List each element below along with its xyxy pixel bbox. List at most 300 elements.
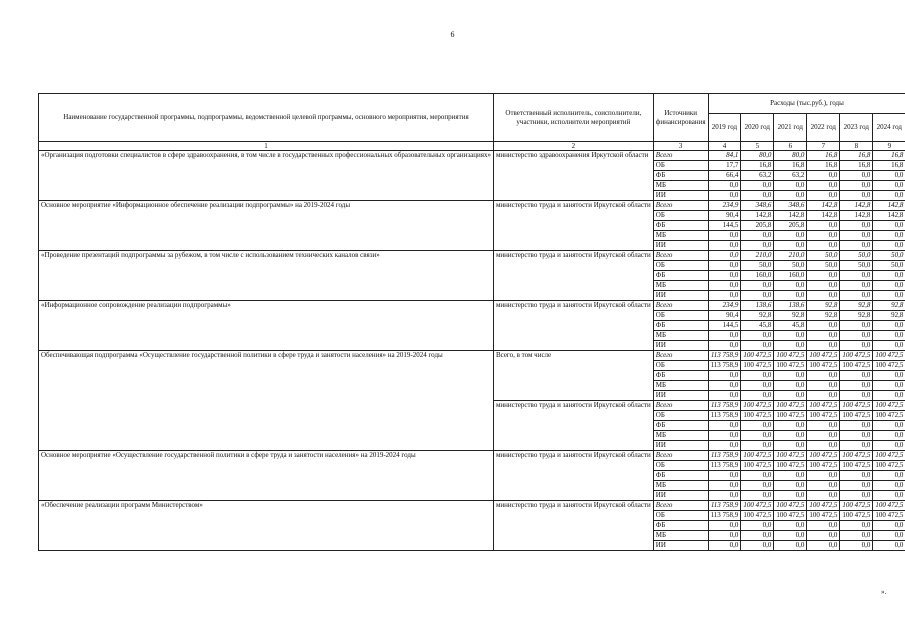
expense-value: 144,5: [708, 221, 741, 231]
expense-value: 0,0: [807, 531, 840, 541]
funding-source: ОБ: [653, 261, 708, 271]
funding-source: МБ: [653, 281, 708, 291]
expense-value: 100 472,5: [840, 511, 873, 521]
expense-value: 100 472,5: [873, 511, 905, 521]
expense-value: 0,0: [708, 391, 741, 401]
column-number: 1: [39, 142, 494, 151]
expense-value: 0,0: [708, 181, 741, 191]
expense-value: 45,8: [774, 321, 807, 331]
expense-value: 0,0: [840, 471, 873, 481]
table-row: [39, 251, 905, 261]
program-description: «Обеспечение реализации программ Министерством»: [39, 501, 494, 551]
expense-value: 113 758,9: [708, 361, 741, 371]
expense-value: 0,0: [807, 321, 840, 331]
expense-value: 50,0: [840, 251, 873, 261]
expense-value: 0,0: [873, 221, 905, 231]
column-number: 4: [708, 142, 741, 151]
expense-value: 0,0: [741, 181, 774, 191]
expense-value: 0,0: [807, 331, 840, 341]
expense-value: 0,0: [807, 421, 840, 431]
expense-value: 50,0: [873, 261, 905, 271]
expense-value: 92,8: [873, 301, 905, 311]
expense-value: 0,0: [708, 241, 741, 251]
expense-value: 0,0: [873, 231, 905, 241]
expense-value: 45,8: [741, 321, 774, 331]
funding-source: ОБ: [653, 511, 708, 521]
expense-value: 0,0: [807, 491, 840, 501]
expense-value: 100 472,5: [741, 501, 774, 511]
expense-value: 0,0: [840, 281, 873, 291]
expense-value: 113 758,9: [708, 461, 741, 471]
expense-value: 0,0: [741, 281, 774, 291]
expense-value: 100 472,5: [774, 401, 807, 411]
expense-value: 63,2: [741, 171, 774, 181]
expense-value: 142,8: [873, 201, 905, 211]
expense-value: 100 472,5: [807, 501, 840, 511]
expense-value: 0,0: [807, 441, 840, 451]
program-description: Обеспечивающая подпрограмма «Осуществление государственной политики в сфере труда и занятости населения» на 2019-2024 годы: [39, 351, 494, 451]
expense-value: 0,0: [840, 321, 873, 331]
expense-value: 0,0: [840, 271, 873, 281]
expense-value: 92,8: [774, 311, 807, 321]
funding-source: МБ: [653, 231, 708, 241]
expense-value: 0,0: [840, 381, 873, 391]
expense-value: 0,0: [741, 491, 774, 501]
expense-value: 0,0: [840, 291, 873, 301]
expense-value: 234,9: [708, 201, 741, 211]
expense-value: 0,0: [840, 221, 873, 231]
responsible-executor: министерство труда и занятости Иркутской области: [493, 201, 653, 251]
expense-value: 17,7: [708, 161, 741, 171]
expense-value: 50,0: [741, 261, 774, 271]
expense-value: 138,6: [774, 301, 807, 311]
expense-value: 100 472,5: [807, 361, 840, 371]
header-year: 2023 год: [840, 114, 873, 142]
expense-value: 0,0: [873, 421, 905, 431]
program-description: Основное мероприятие «Осуществление государственной политики в сфере труда и занятости населения» на 2019-2024 годы: [39, 451, 494, 501]
expense-value: 0,0: [774, 541, 807, 551]
expense-value: 0,0: [807, 471, 840, 481]
expense-value: 0,0: [873, 181, 905, 191]
expense-value: 100 472,5: [840, 401, 873, 411]
header-year: 2024 год: [873, 114, 905, 142]
expense-value: 205,8: [774, 221, 807, 231]
expense-value: 113 758,9: [708, 501, 741, 511]
program-description: «Организация подготовки специалистов в сфере здравоохранения, в том числе в государственных профессиональных образовательных организациях»: [39, 151, 494, 201]
header-expenses: Расходы (тыс.руб.), годы: [708, 94, 905, 114]
expense-value: 142,8: [873, 211, 905, 221]
expense-value: 80,0: [741, 151, 774, 161]
funding-source: Всего: [653, 501, 708, 511]
expense-value: 0,0: [807, 221, 840, 231]
expense-value: 16,8: [807, 151, 840, 161]
funding-source: МБ: [653, 481, 708, 491]
expense-value: 0,0: [873, 541, 905, 551]
program-description: «Проведение презентаций подпрограммы за рубежом, в том числе с использованием технических каналов связи»: [39, 251, 494, 301]
funding-source: Всего: [653, 451, 708, 461]
expense-value: 0,0: [873, 371, 905, 381]
expense-value: 92,8: [840, 311, 873, 321]
expense-value: 113 758,9: [708, 451, 741, 461]
expense-value: 16,8: [873, 161, 905, 171]
expense-value: 16,8: [807, 161, 840, 171]
expense-value: 138,6: [741, 301, 774, 311]
expense-value: 205,8: [741, 221, 774, 231]
expense-value: 0,0: [840, 481, 873, 491]
expense-value: 16,8: [873, 151, 905, 161]
expense-value: 0,0: [741, 431, 774, 441]
funding-source: МБ: [653, 381, 708, 391]
expense-value: 0,0: [873, 341, 905, 351]
expense-value: 92,8: [873, 311, 905, 321]
funding-source: ОБ: [653, 211, 708, 221]
funding-source: ФБ: [653, 171, 708, 181]
expense-value: 0,0: [741, 531, 774, 541]
header-description: Наименование государственной программы, подпрограммы, ведомственной целевой программы, основного мероприятия, мероприятия: [39, 94, 494, 142]
expense-value: 142,8: [741, 211, 774, 221]
table-row: [39, 451, 905, 461]
expense-value: 90,4: [708, 211, 741, 221]
expense-value: 100 472,5: [741, 401, 774, 411]
expense-value: 0,0: [873, 381, 905, 391]
expense-value: 80,0: [774, 151, 807, 161]
expense-value: 0,0: [741, 541, 774, 551]
funding-source: ИИ: [653, 341, 708, 351]
page-number: 6: [450, 30, 455, 39]
expense-value: 0,0: [708, 271, 741, 281]
table-body: [39, 151, 905, 551]
expense-value: 0,0: [708, 191, 741, 201]
expense-value: 50,0: [807, 261, 840, 271]
expense-value: 0,0: [840, 431, 873, 441]
expense-value: 0,0: [708, 531, 741, 541]
column-number: 6: [774, 142, 807, 151]
header-year: 2019 год: [708, 114, 741, 142]
responsible-executor: министерство труда и занятости Иркутской области: [493, 301, 653, 351]
expense-value: 100 472,5: [873, 401, 905, 411]
funding-source: Всего: [653, 201, 708, 211]
expense-value: 0,0: [708, 291, 741, 301]
funding-source: МБ: [653, 181, 708, 191]
expense-value: 50,0: [873, 251, 905, 261]
expense-value: 0,0: [873, 321, 905, 331]
expense-value: 0,0: [873, 521, 905, 531]
column-number-row: [39, 142, 905, 151]
expense-value: 0,0: [840, 541, 873, 551]
expense-value: 16,8: [840, 161, 873, 171]
expense-value: 0,0: [708, 251, 741, 261]
funding-source: МБ: [653, 431, 708, 441]
expense-value: 0,0: [774, 291, 807, 301]
expense-value: 0,0: [807, 231, 840, 241]
expense-value: 100 472,5: [774, 461, 807, 471]
expense-value: 0,0: [807, 241, 840, 251]
expense-value: 210,0: [774, 251, 807, 261]
expense-value: 100 472,5: [774, 511, 807, 521]
expense-value: 0,0: [774, 481, 807, 491]
column-number: 3: [653, 142, 708, 151]
funding-source: ФБ: [653, 221, 708, 231]
responsible-executor: министерство труда и занятости Иркутской области: [493, 501, 653, 551]
expense-value: 0,0: [774, 231, 807, 241]
expense-value: 0,0: [807, 521, 840, 531]
expense-value: 0,0: [708, 431, 741, 441]
expense-value: 113 758,9: [708, 511, 741, 521]
column-number: 2: [493, 142, 653, 151]
expense-value: 16,8: [840, 151, 873, 161]
expense-value: 0,0: [840, 171, 873, 181]
expense-value: 0,0: [807, 171, 840, 181]
expense-value: 0,0: [708, 471, 741, 481]
expense-value: 0,0: [840, 191, 873, 201]
expense-value: 0,0: [708, 421, 741, 431]
expense-value: 100 472,5: [840, 361, 873, 371]
funding-source: МБ: [653, 331, 708, 341]
header-year: 2021 год: [774, 114, 807, 142]
expense-value: 0,0: [708, 231, 741, 241]
expense-value: 0,0: [774, 371, 807, 381]
expense-value: 100 472,5: [873, 451, 905, 461]
funding-source: ФБ: [653, 271, 708, 281]
expense-value: 100 472,5: [774, 451, 807, 461]
expense-value: 0,0: [807, 371, 840, 381]
expense-value: 348,6: [741, 201, 774, 211]
expense-value: 100 472,5: [807, 511, 840, 521]
expense-value: 100 472,5: [774, 361, 807, 371]
expense-value: 0,0: [807, 281, 840, 291]
funding-source: ФБ: [653, 421, 708, 431]
expense-value: 348,6: [774, 201, 807, 211]
expense-value: 0,0: [774, 281, 807, 291]
funding-source: ОБ: [653, 411, 708, 421]
expense-value: 0,0: [708, 331, 741, 341]
expense-value: 100 472,5: [807, 401, 840, 411]
expense-value: 0,0: [807, 271, 840, 281]
expense-value: 100 472,5: [774, 501, 807, 511]
expense-value: 100 472,5: [873, 361, 905, 371]
header-source: Источники финансирования: [653, 94, 708, 142]
expense-value: 50,0: [774, 261, 807, 271]
funding-source: ИИ: [653, 191, 708, 201]
expense-value: 0,0: [741, 191, 774, 201]
expense-value: 100 472,5: [774, 351, 807, 361]
expense-value: 0,0: [873, 391, 905, 401]
expense-value: 0,0: [741, 481, 774, 491]
expense-value: 100 472,5: [873, 501, 905, 511]
expense-value: 100 472,5: [873, 411, 905, 421]
expense-value: 92,8: [741, 311, 774, 321]
funding-source: ФБ: [653, 521, 708, 531]
expense-value: 0,0: [741, 391, 774, 401]
expense-value: 0,0: [807, 391, 840, 401]
expense-value: 142,8: [807, 201, 840, 211]
expense-value: 100 472,5: [873, 461, 905, 471]
expense-value: 0,0: [873, 191, 905, 201]
expense-value: 0,0: [840, 391, 873, 401]
expense-value: 100 472,5: [840, 461, 873, 471]
expense-value: 0,0: [840, 331, 873, 341]
expense-value: 0,0: [741, 521, 774, 531]
expense-value: 0,0: [741, 421, 774, 431]
expense-value: 0,0: [774, 531, 807, 541]
responsible-executor: министерство труда и занятости Иркутской области: [493, 451, 653, 501]
expense-value: 0,0: [741, 381, 774, 391]
table-row: [39, 201, 905, 211]
expense-value: 100 472,5: [741, 461, 774, 471]
expense-value: 0,0: [741, 441, 774, 451]
table-row: [39, 351, 905, 361]
funding-source: ОБ: [653, 311, 708, 321]
expense-value: 0,0: [873, 331, 905, 341]
expense-value: 100 472,5: [840, 451, 873, 461]
expense-value: 0,0: [840, 371, 873, 381]
expense-value: 0,0: [774, 331, 807, 341]
expense-value: 92,8: [807, 311, 840, 321]
expense-value: 0,0: [708, 541, 741, 551]
expense-value: 0,0: [774, 431, 807, 441]
funding-source: ФБ: [653, 371, 708, 381]
expense-value: 100 472,5: [840, 351, 873, 361]
expense-value: 0,0: [840, 491, 873, 501]
expense-value: 100 472,5: [774, 411, 807, 421]
expense-value: 142,8: [774, 211, 807, 221]
expense-value: 16,8: [741, 161, 774, 171]
expense-value: 0,0: [708, 481, 741, 491]
responsible-executor: министерство здравоохранения Иркутской области: [493, 151, 653, 201]
column-number: 9: [873, 142, 905, 151]
expense-value: 0,0: [774, 391, 807, 401]
expense-value: 100 472,5: [873, 351, 905, 361]
responsible-executor: министерство труда и занятости Иркутской области: [493, 401, 653, 451]
column-number: 5: [741, 142, 774, 151]
expense-value: 0,0: [741, 291, 774, 301]
expense-value: 50,0: [807, 251, 840, 261]
funding-source: МБ: [653, 531, 708, 541]
expense-value: 0,0: [840, 531, 873, 541]
funding-source: Всего: [653, 151, 708, 161]
expense-value: 0,0: [774, 421, 807, 431]
expense-value: 100 472,5: [741, 451, 774, 461]
funding-source: ОБ: [653, 161, 708, 171]
responsible-executor: Всего, в том числе: [493, 351, 653, 401]
expense-value: 100 472,5: [807, 411, 840, 421]
expense-value: 100 472,5: [807, 451, 840, 461]
expense-value: 100 472,5: [840, 411, 873, 421]
funding-source: ОБ: [653, 461, 708, 471]
expense-value: 0,0: [840, 421, 873, 431]
expense-value: 0,0: [873, 441, 905, 451]
expense-value: 142,8: [840, 201, 873, 211]
expense-value: 66,4: [708, 171, 741, 181]
closing-mark: ».: [881, 588, 887, 596]
funding-source: ФБ: [653, 321, 708, 331]
expense-value: 142,8: [807, 211, 840, 221]
expense-value: 0,0: [807, 381, 840, 391]
expense-value: 0,0: [873, 291, 905, 301]
funding-source: ИИ: [653, 241, 708, 251]
funding-source: ИИ: [653, 291, 708, 301]
expense-value: 0,0: [873, 481, 905, 491]
expense-value: 144,5: [708, 321, 741, 331]
funding-source: ФБ: [653, 471, 708, 481]
header-responsible: Ответственный исполнитель, соисполнители, участники, исполнители мероприятий: [493, 94, 653, 142]
expense-value: 0,0: [774, 191, 807, 201]
expense-value: 100 472,5: [741, 411, 774, 421]
expense-value: 0,0: [840, 341, 873, 351]
expense-value: 113 758,9: [708, 411, 741, 421]
expense-value: 0,0: [807, 481, 840, 491]
expense-value: 0,0: [807, 181, 840, 191]
program-description: «Информационное сопровождение реализации подпрограммы»: [39, 301, 494, 351]
expense-value: 84,1: [708, 151, 741, 161]
expense-value: 0,0: [741, 231, 774, 241]
table-row: [39, 151, 905, 161]
expense-value: 0,0: [807, 191, 840, 201]
expense-value: 0,0: [741, 471, 774, 481]
program-description: Основное мероприятие «Информационное обеспечение реализации подпрограммы» на 2019-2024 годы: [39, 201, 494, 251]
expense-value: 0,0: [873, 171, 905, 181]
expense-value: 0,0: [741, 341, 774, 351]
expense-value: 0,0: [840, 231, 873, 241]
responsible-executor: министерство труда и занятости Иркутской области: [493, 251, 653, 301]
expense-value: 0,0: [873, 271, 905, 281]
expense-value: 100 472,5: [741, 511, 774, 521]
expense-value: 0,0: [807, 341, 840, 351]
expense-value: 0,0: [873, 281, 905, 291]
expense-value: 90,4: [708, 311, 741, 321]
expense-value: 113 758,9: [708, 351, 741, 361]
funding-source: ОБ: [653, 361, 708, 371]
expense-value: 0,0: [774, 241, 807, 251]
header-year: 2020 год: [741, 114, 774, 142]
expense-value: 100 472,5: [807, 461, 840, 471]
column-number: 7: [807, 142, 840, 151]
expense-value: 142,8: [840, 211, 873, 221]
expense-value: 0,0: [873, 531, 905, 541]
expense-value: 0,0: [840, 441, 873, 451]
expense-value: 234,9: [708, 301, 741, 311]
funding-source: Всего: [653, 251, 708, 261]
expense-value: 100 472,5: [807, 351, 840, 361]
expense-value: 0,0: [708, 371, 741, 381]
funding-source: ИИ: [653, 441, 708, 451]
expense-value: 0,0: [741, 371, 774, 381]
expense-value: 50,0: [840, 261, 873, 271]
expense-value: 0,0: [708, 381, 741, 391]
expense-value: 92,8: [807, 301, 840, 311]
expense-value: 0,0: [708, 261, 741, 271]
expense-value: 0,0: [807, 291, 840, 301]
table-row: [39, 301, 905, 311]
expense-value: 63,2: [774, 171, 807, 181]
expense-value: 0,0: [873, 241, 905, 251]
expense-value: 0,0: [708, 521, 741, 531]
expense-value: 0,0: [840, 521, 873, 531]
expense-value: 0,0: [708, 491, 741, 501]
expense-value: 0,0: [840, 241, 873, 251]
budget-table: [38, 93, 905, 551]
expense-value: 0,0: [774, 491, 807, 501]
expense-value: 0,0: [741, 331, 774, 341]
expense-value: 0,0: [708, 281, 741, 291]
funding-source: Всего: [653, 301, 708, 311]
expense-value: 0,0: [873, 431, 905, 441]
expense-value: 0,0: [873, 471, 905, 481]
expense-value: 100 472,5: [741, 351, 774, 361]
expense-value: 0,0: [774, 471, 807, 481]
expense-value: 0,0: [774, 341, 807, 351]
expense-value: 0,0: [873, 491, 905, 501]
